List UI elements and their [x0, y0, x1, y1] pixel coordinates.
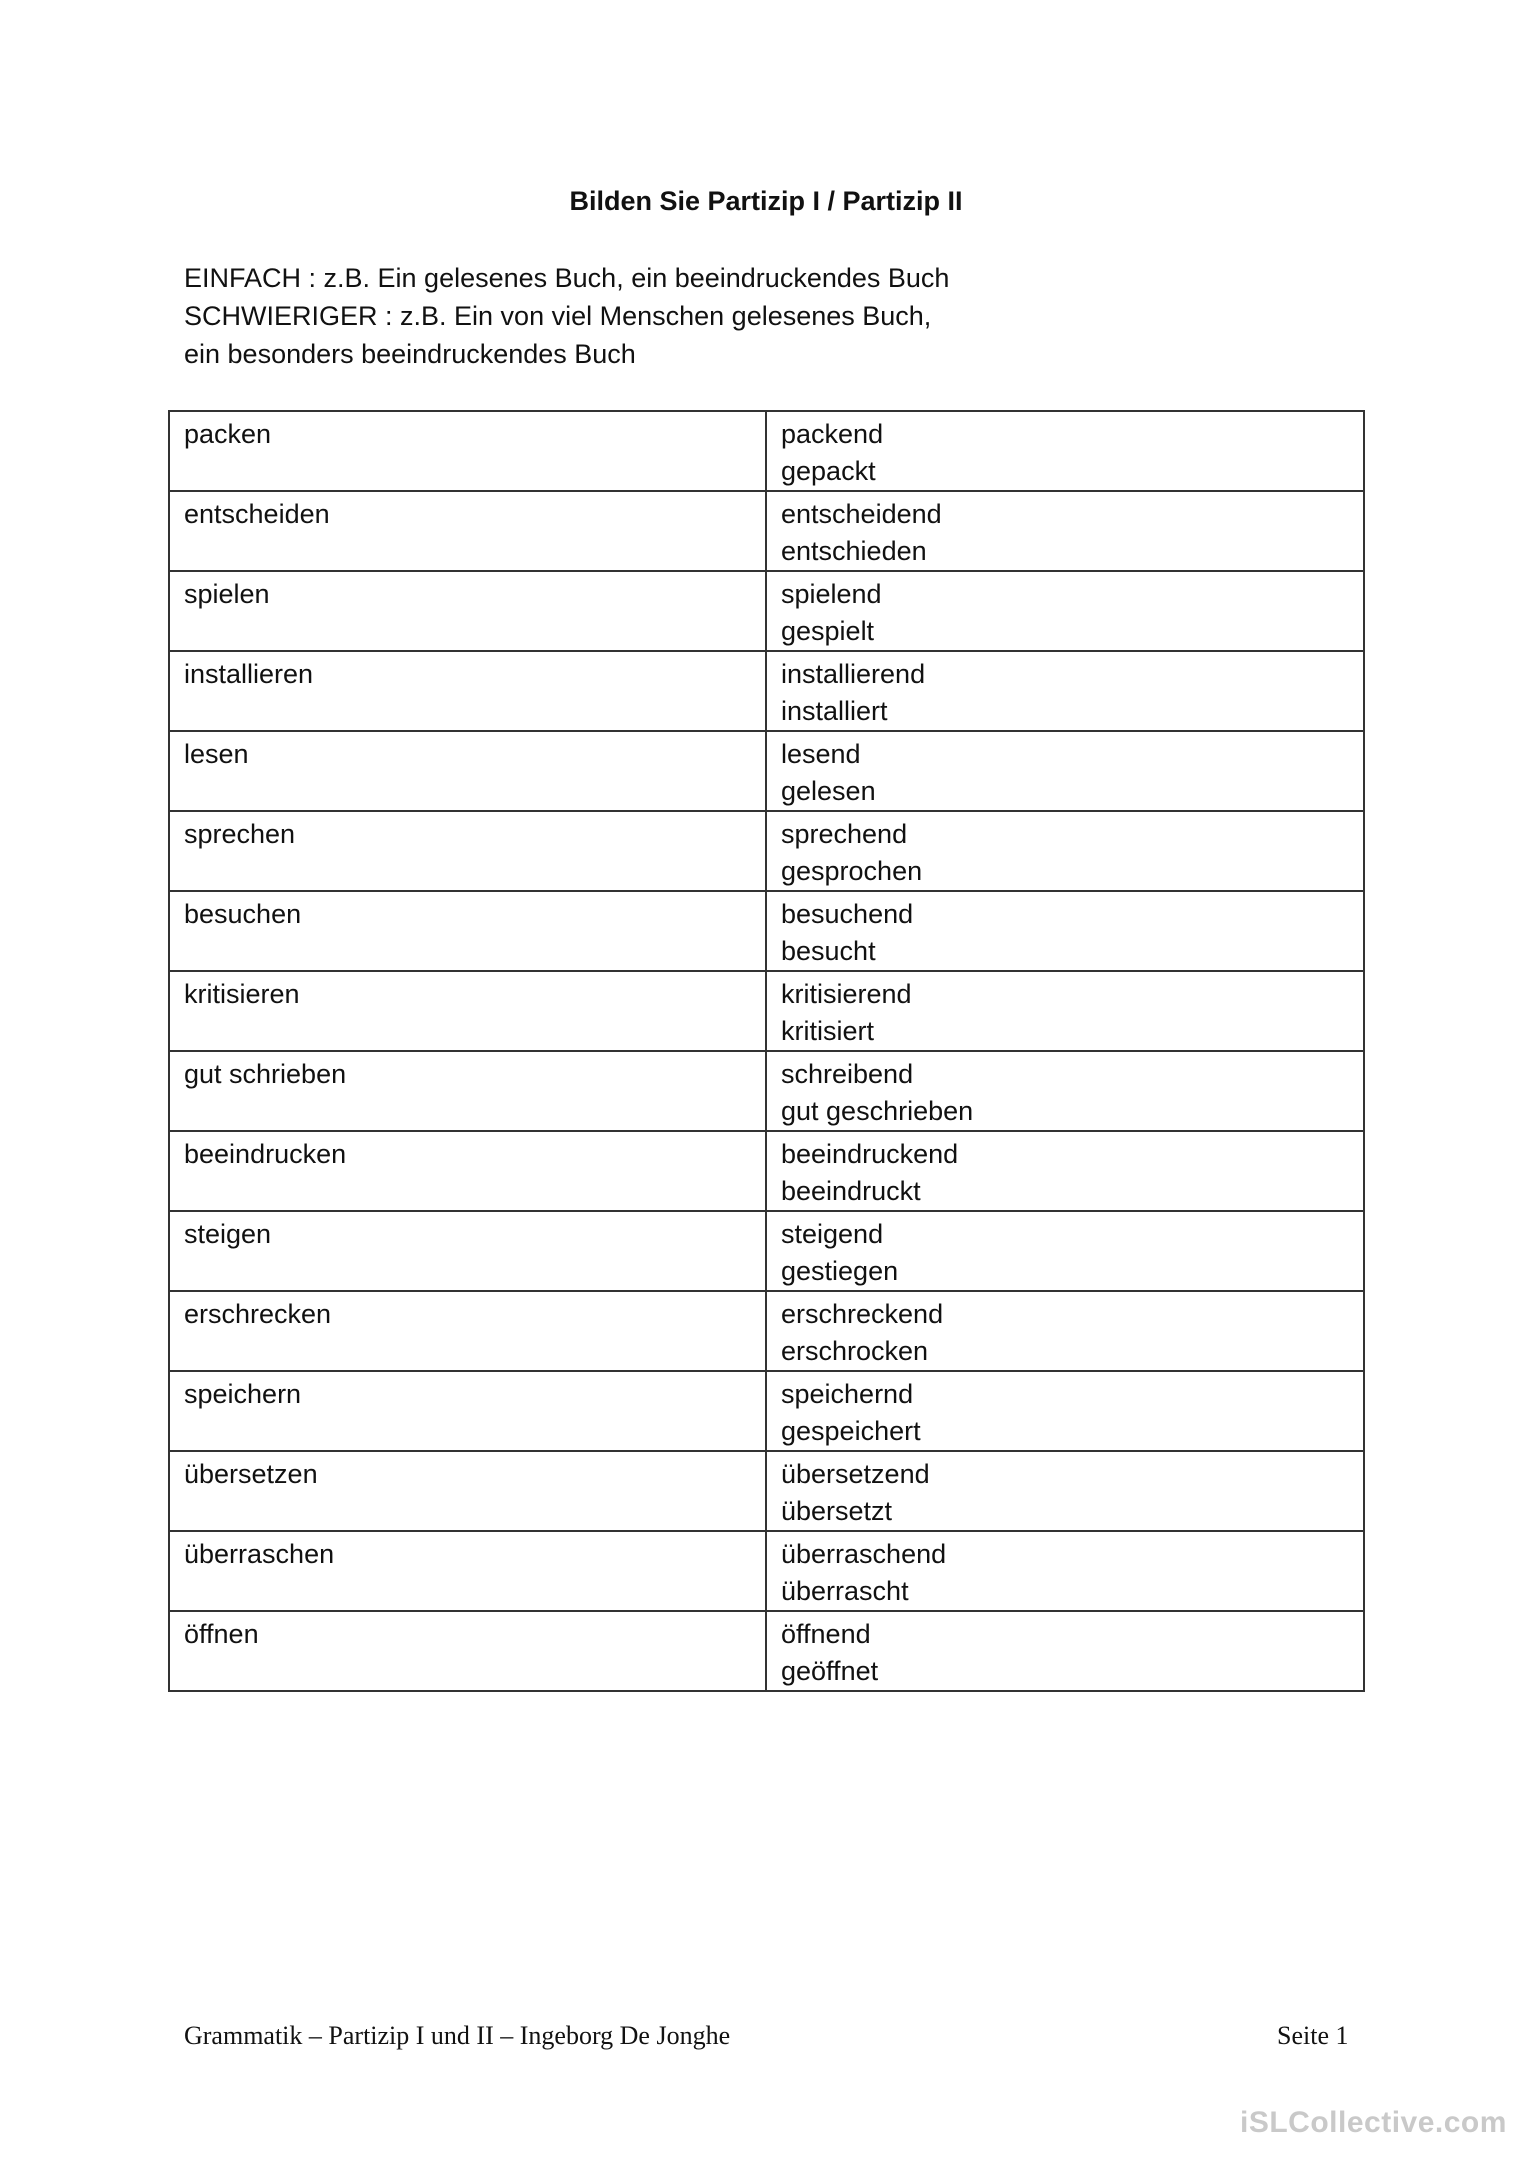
participle-cell — [766, 651, 1364, 731]
partizip-1: packend — [781, 419, 884, 449]
partizip-1: schreibend — [781, 1059, 914, 1089]
partizip-2: beeindruckt — [781, 1176, 921, 1206]
page-number: Seite 1 — [1277, 2021, 1349, 2050]
infinitive: lesen — [184, 739, 249, 769]
partizip-1: beeindruckend — [781, 1139, 959, 1169]
participle-cell — [766, 491, 1364, 571]
verb-cell — [169, 1451, 766, 1531]
table-row — [169, 971, 1364, 1051]
participle-cell — [766, 571, 1364, 651]
verb-cell — [169, 891, 766, 971]
infinitive: öffnen — [184, 1619, 259, 1649]
partizip-1: spielend — [781, 579, 882, 609]
partizip-2: gestiegen — [781, 1256, 899, 1286]
infinitive: speichern — [184, 1379, 302, 1409]
verb-cell — [169, 491, 766, 571]
participle-cell — [766, 731, 1364, 811]
participle-cell — [766, 1371, 1364, 1451]
partizip-2: gelesen — [781, 776, 876, 806]
partizip-1: öffnend — [781, 1619, 871, 1649]
intro-line-continuation: ein besonders beeindruckendes Buch — [184, 339, 636, 369]
participle-cell — [766, 1131, 1364, 1211]
infinitive: übersetzen — [184, 1459, 318, 1489]
partizip-2: gepackt — [781, 456, 876, 486]
partizip-1: speichernd — [781, 1379, 914, 1409]
verb-cell — [169, 1531, 766, 1611]
partizip-1: erschreckend — [781, 1299, 944, 1329]
partizip-2: gesprochen — [781, 856, 923, 886]
table-row — [169, 891, 1364, 971]
partizip-2: besucht — [781, 936, 876, 966]
participle-cell — [766, 1531, 1364, 1611]
participle-cell — [766, 1611, 1364, 1691]
partizip-2: gespeichert — [781, 1416, 921, 1446]
infinitive: sprechen — [184, 819, 296, 849]
verb-cell — [169, 811, 766, 891]
intro-line-einfach: EINFACH : z.B. Ein gelesenes Buch, ein beeindruckendes Buch — [184, 263, 950, 293]
verb-cell — [169, 571, 766, 651]
participle-cell — [766, 971, 1364, 1051]
infinitive: beeindrucken — [184, 1139, 347, 1169]
table-row — [169, 1371, 1364, 1451]
partizip-1: installierend — [781, 659, 926, 689]
participle-cell — [766, 891, 1364, 971]
partizip-1: überraschend — [781, 1539, 947, 1569]
participle-cell — [766, 811, 1364, 891]
partizip-1: kritisierend — [781, 979, 912, 1009]
verb-cell — [169, 971, 766, 1051]
infinitive: installieren — [184, 659, 314, 689]
verb-table — [168, 410, 1365, 1692]
partizip-2: gut geschrieben — [781, 1096, 974, 1126]
participle-cell — [766, 411, 1364, 491]
table-row — [169, 811, 1364, 891]
intro-line-schwieriger: SCHWIERIGER : z.B. Ein von viel Menschen gelesenes Buch, — [184, 301, 932, 331]
table-row — [169, 731, 1364, 811]
table-row — [169, 1291, 1364, 1371]
partizip-1: sprechend — [781, 819, 908, 849]
table-row — [169, 411, 1364, 491]
partizip-2: überrascht — [781, 1576, 909, 1606]
infinitive: spielen — [184, 579, 270, 609]
partizip-1: übersetzend — [781, 1459, 930, 1489]
table-row — [169, 651, 1364, 731]
infinitive: überraschen — [184, 1539, 335, 1569]
infinitive: entscheiden — [184, 499, 330, 529]
page-title: Bilden Sie Partizip I / Partizip II — [569, 186, 963, 216]
participle-cell — [766, 1291, 1364, 1371]
partizip-2: geöffnet — [781, 1656, 879, 1686]
verb-cell — [169, 1611, 766, 1691]
infinitive: besuchen — [184, 899, 302, 929]
table-row — [169, 491, 1364, 571]
verb-cell — [169, 1371, 766, 1451]
verb-cell — [169, 1291, 766, 1371]
partizip-2: kritisiert — [781, 1016, 874, 1046]
participle-cell — [766, 1211, 1364, 1291]
verb-table-body — [169, 411, 1364, 1691]
infinitive: packen — [184, 419, 272, 449]
table-row — [169, 1451, 1364, 1531]
table-row — [169, 1531, 1364, 1611]
verb-cell — [169, 651, 766, 731]
infinitive: erschrecken — [184, 1299, 332, 1329]
participle-cell — [766, 1051, 1364, 1131]
partizip-1: steigend — [781, 1219, 884, 1249]
infinitive: steigen — [184, 1219, 272, 1249]
table-row — [169, 1211, 1364, 1291]
footer-left: Grammatik – Partizip I und II – Ingeborg De Jonghe — [184, 2021, 731, 2050]
partizip-1: entscheidend — [781, 499, 942, 529]
partizip-2: erschrocken — [781, 1336, 929, 1366]
table-row — [169, 1131, 1364, 1211]
verb-cell — [169, 1211, 766, 1291]
partizip-2: entschieden — [781, 536, 927, 566]
participle-cell — [766, 1451, 1364, 1531]
partizip-1: besuchend — [781, 899, 914, 929]
table-row — [169, 1611, 1364, 1691]
table-row — [169, 1051, 1364, 1131]
verb-cell — [169, 411, 766, 491]
watermark[interactable]: iSLCollective.com — [1240, 2106, 1507, 2139]
verb-cell — [169, 731, 766, 811]
partizip-2: gespielt — [781, 616, 875, 646]
verb-cell — [169, 1131, 766, 1211]
infinitive: kritisieren — [184, 979, 300, 1009]
partizip-1: lesend — [781, 739, 861, 769]
verb-cell — [169, 1051, 766, 1131]
infinitive: gut schrieben — [184, 1059, 347, 1089]
intro-text — [184, 259, 949, 373]
partizip-2: installiert — [781, 696, 888, 726]
partizip-2: übersetzt — [781, 1496, 893, 1526]
table-row — [169, 571, 1364, 651]
